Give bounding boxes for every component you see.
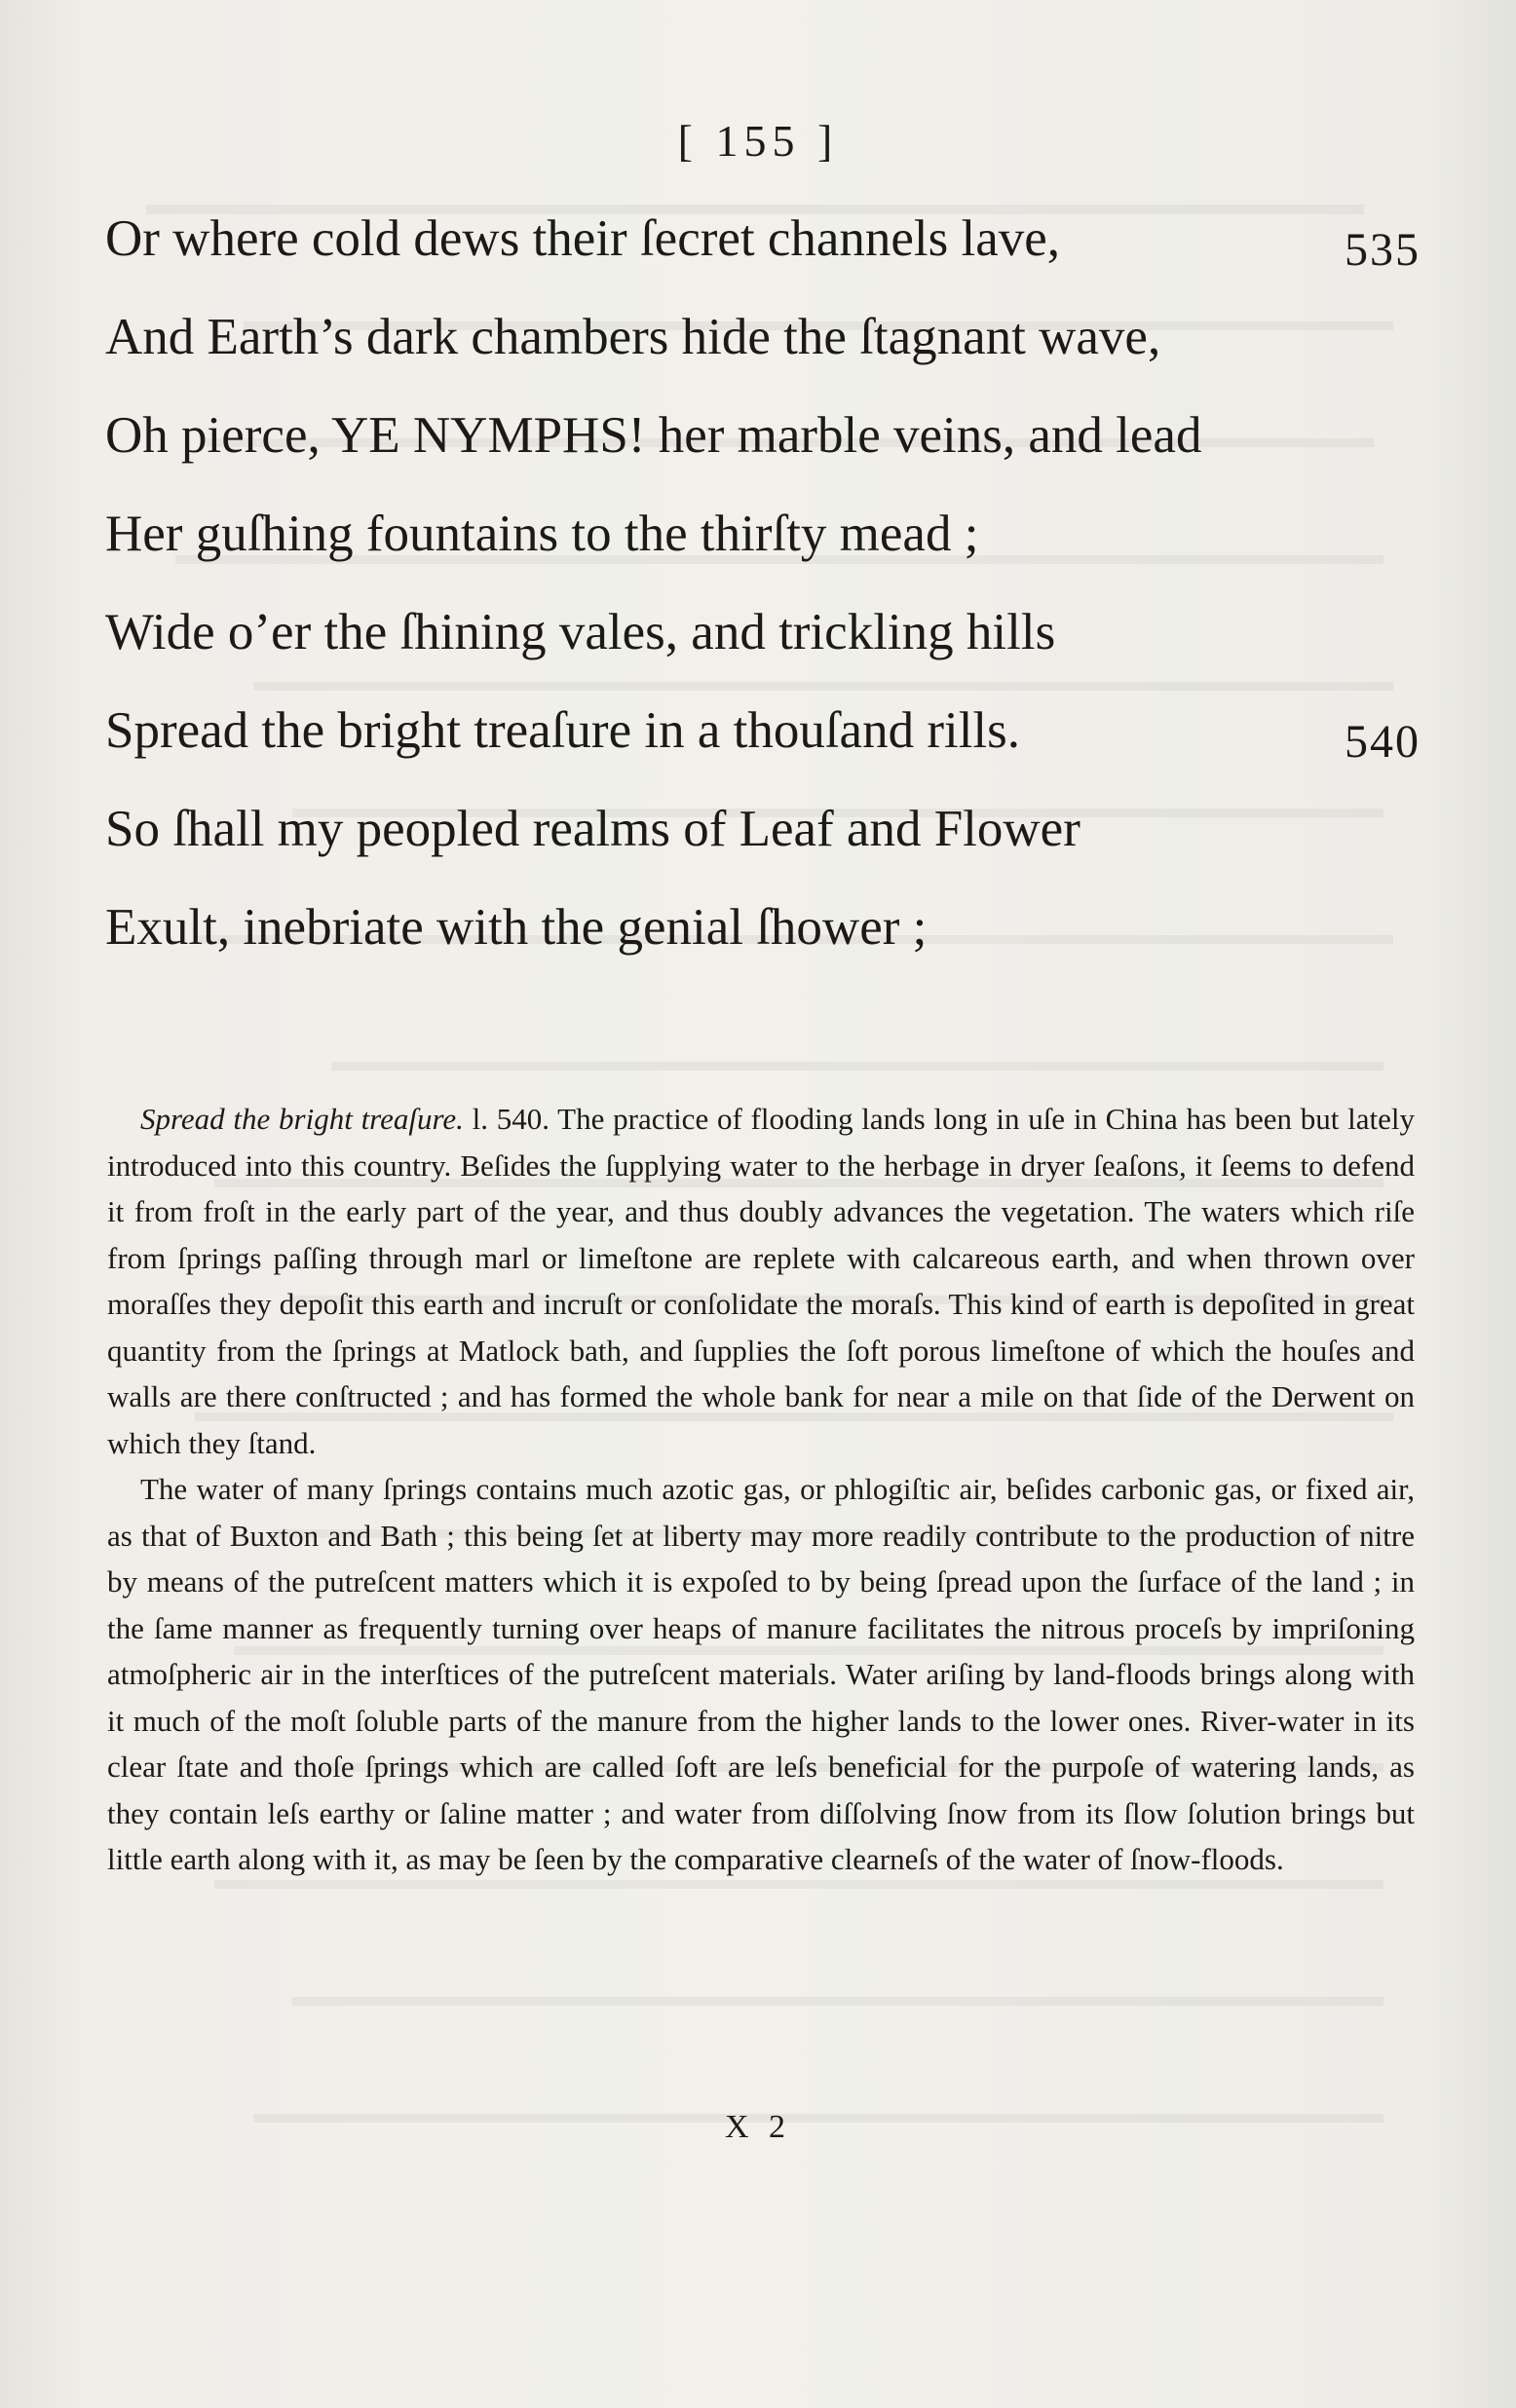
line-number: 535 (1345, 224, 1421, 276)
footnotes (107, 1096, 1415, 1883)
poem-line (105, 396, 1421, 495)
poem-line-text: Oh pierce, YE NYMPHS! her marble veins, and lead (105, 407, 1202, 464)
poem-line-text: Spread the bright treaſure in a thouſand rills. (105, 702, 1021, 759)
note-paragraph: The water of many ſprings contains much azotic gas, or phlogiſtic air, beſides carbonic gas, or fixed air, as that of Buxton and Bath ; this being ſet at liberty may more readily contribute to the production of nitre by means of the putreſcent matters which it is expoſed to by being ſpread upon the ſurface of the land ; in the ſame manner as frequently turning over heaps of manure facilitates the nitrous proceſs by impriſoning atmoſpheric air in the interſtices of the putreſcent materials. Water ariſing by land-floods brings along with it much of the moſt ſoluble parts of the manure from the higher lands to the lower ones. River-water in its clear ſtate and thoſe ſprings which are called ſoft are leſs beneficial for the purpoſe of watering lands, as they contain leſs earthy or ſaline matter ; and water from diſſolving ſnow from its ſlow ſolution brings but little earth along with it, as may be ſeen by the comparative clearneſs of the water of ſnow-floods. (107, 1472, 1415, 1876)
poem-line-text: Exult, inebriate with the genial ſhower ; (105, 899, 928, 956)
poem-line-text: So ſhall my peopled realms of Leaf and Flower (105, 801, 1080, 857)
poem-line (105, 593, 1421, 692)
signature-mark: X 2 (724, 2109, 792, 2145)
poem-line (105, 888, 1421, 987)
note-lemma: Spread the bright treaſure. (140, 1102, 464, 1136)
poem-stanza (105, 200, 1421, 987)
poem-line (105, 495, 1421, 593)
poem-line-text: Or where cold dews their ſecret channels lave, (105, 210, 1061, 267)
poem-line (105, 790, 1421, 888)
poem-line-text: Wide o’er the ſhining vales, and trickling hills (105, 604, 1056, 660)
poem-line (105, 692, 1421, 790)
poem-line (105, 298, 1421, 396)
page-number-header: [ 155 ] (677, 116, 839, 166)
note-paragraph (107, 1096, 1415, 1466)
poem-line-text: Her guſhing fountains to the thirſty mead ; (105, 506, 979, 562)
note-text: l. 540. The practice of flooding lands long in uſe in China has been but lately introduced into this country. Beſides the ſupplying water to the herbage in dryer ſeaſons, it ſeems to defend it from froſt in the early part of the year, and thus doubly advances the vegetation. The waters which riſe from ſprings paſſing through marl or limeſtone are replete with calcareous earth, and when thrown over moraſſes they depoſit this earth and incruſt or conſolidate the moraſs. This kind of earth is depoſited in great quantity from the ſprings at Matlock bath, and ſupplies the ſoft porous limeſtone of which the houſes and walls are there conſtructed ; and has formed the whole bank for near a mile on that ſide of the Derwent on which they ſtand. (107, 1102, 1416, 1460)
poem-line (105, 200, 1421, 298)
line-number: 540 (1345, 716, 1421, 768)
poem-line-text: And Earth’s dark chambers hide the ſtagnant wave, (105, 309, 1161, 365)
